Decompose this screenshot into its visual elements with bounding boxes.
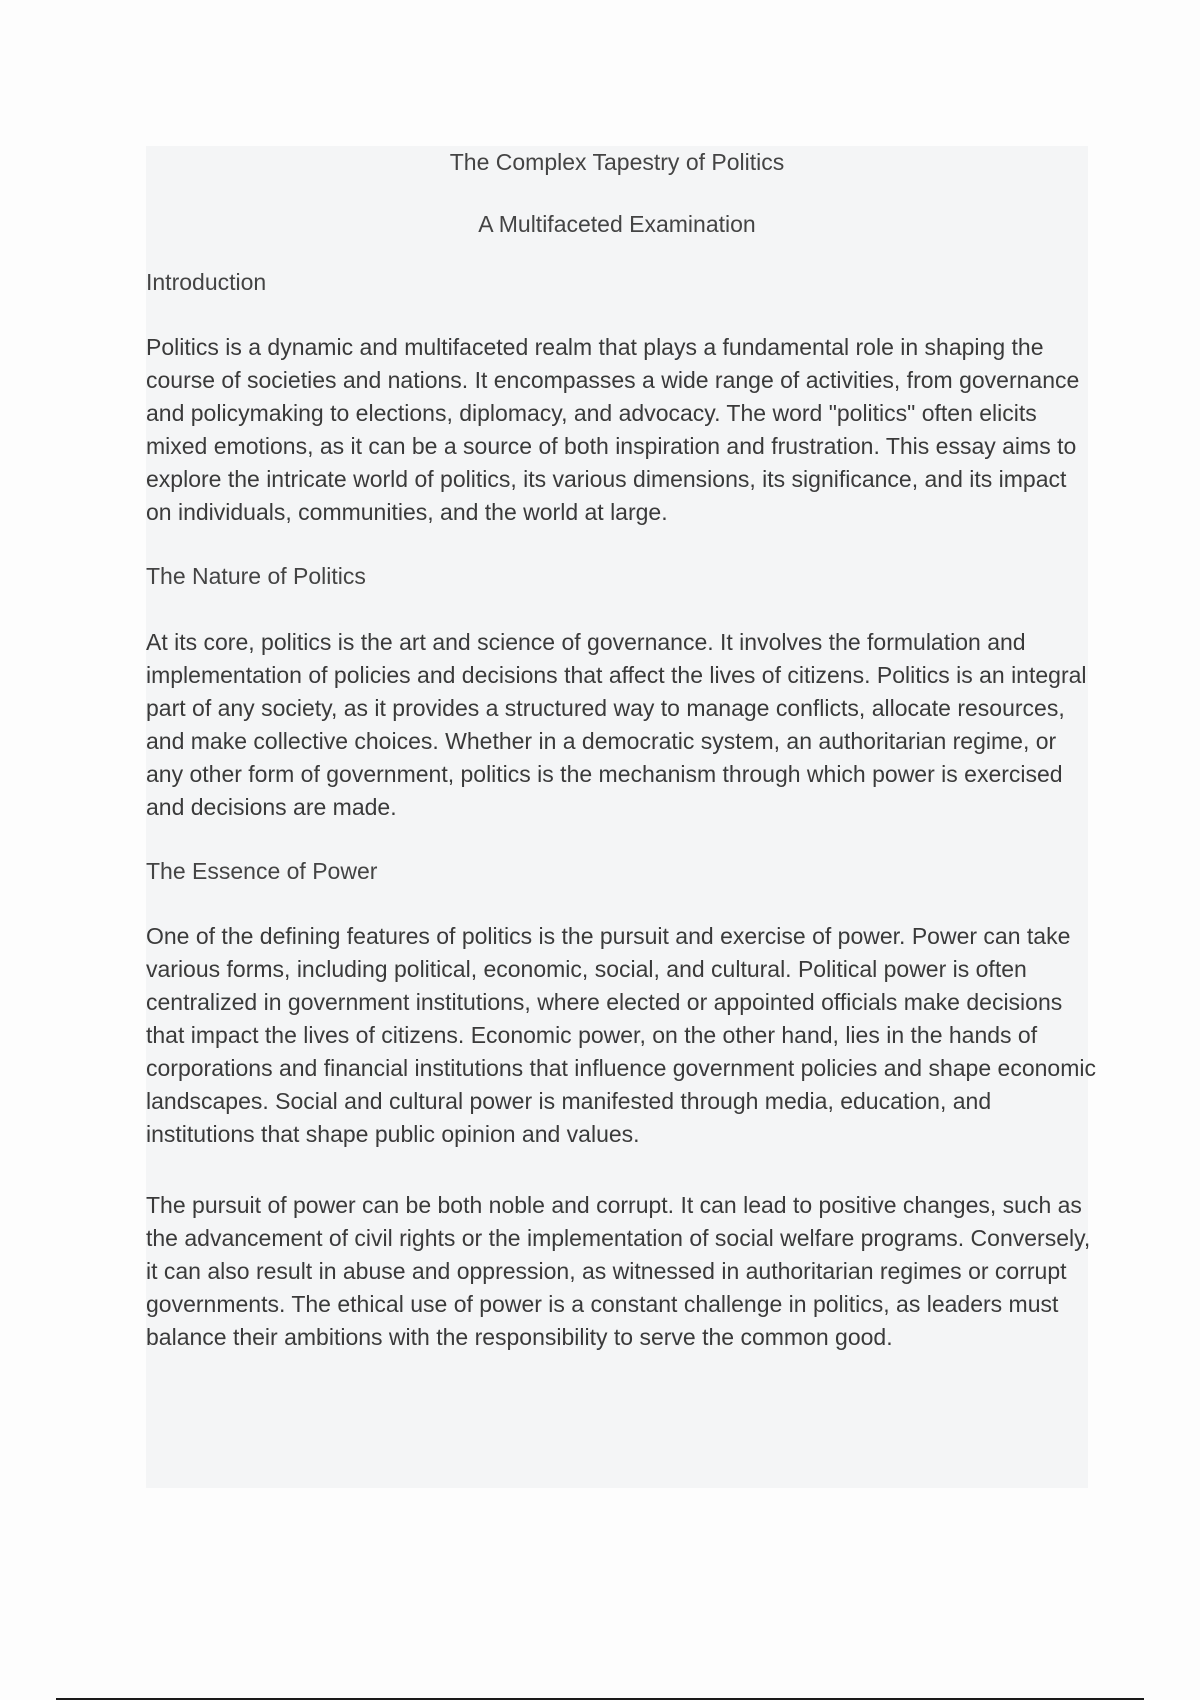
- section-heading-nature-of-politics: The Nature of Politics: [146, 563, 366, 589]
- paragraph-essence-of-power-1: One of the defining features of politics is the pursuit and exercise of power. Power can take various forms, including political, economic, social, and cultural. Political power is often centralized in government institutions, where elected or appointed officials make decisions that impact the lives of citizens. Economic power, on the other hand, lies in the hands of corporations and financial institutions that influence government policies and shape economic landscapes. Social and cultural power is manifested through media, education, and institutions that shape public opinion and values.: [146, 923, 1096, 1147]
- document-title: The Complex Tapestry of Politics: [449, 149, 785, 175]
- paragraph-essence-of-power-2: The pursuit of power can be both noble and corrupt. It can lead to positive changes, such as the advancement of civil rights or the implementation of social welfare programs. Conversely, it can also result in abuse and oppression, as witnessed in authoritarian regimes or corrupt governments. The ethical use of power is a constant challenge in politics, as leaders must balance their ambitions with the responsibility to serve the common good.: [146, 1192, 1091, 1350]
- document-subtitle: A Multifaceted Examination: [478, 211, 756, 237]
- section-heading-introduction: Introduction: [146, 269, 267, 295]
- document-page: [146, 146, 1096, 1488]
- section-heading-essence-of-power: The Essence of Power: [146, 858, 378, 884]
- paragraph-introduction: Politics is a dynamic and multifaceted realm that plays a fundamental role in shaping the course of societies and nations. It encompasses a wide range of activities, from governance and policymaking to elections, diplomacy, and advocacy. The word "politics" often elicits mixed emotions, as it can be a source of both inspiration and frustration. This essay aims to explore the intricate world of politics, its various dimensions, its significance, and its impact on individuals, communities, and the world at large.: [146, 334, 1080, 525]
- paragraph-nature-of-politics: At its core, politics is the art and science of governance. It involves the formulation and implementation of policies and decisions that affect the lives of citizens. Politics is an integral part of any society, as it provides a structured way to manage conflicts, allocate resources, and make collective choices. Whether in a democratic system, an authoritarian regime, or any other form of government, politics is the mechanism through which power is exercised and decisions are made.: [146, 629, 1087, 820]
